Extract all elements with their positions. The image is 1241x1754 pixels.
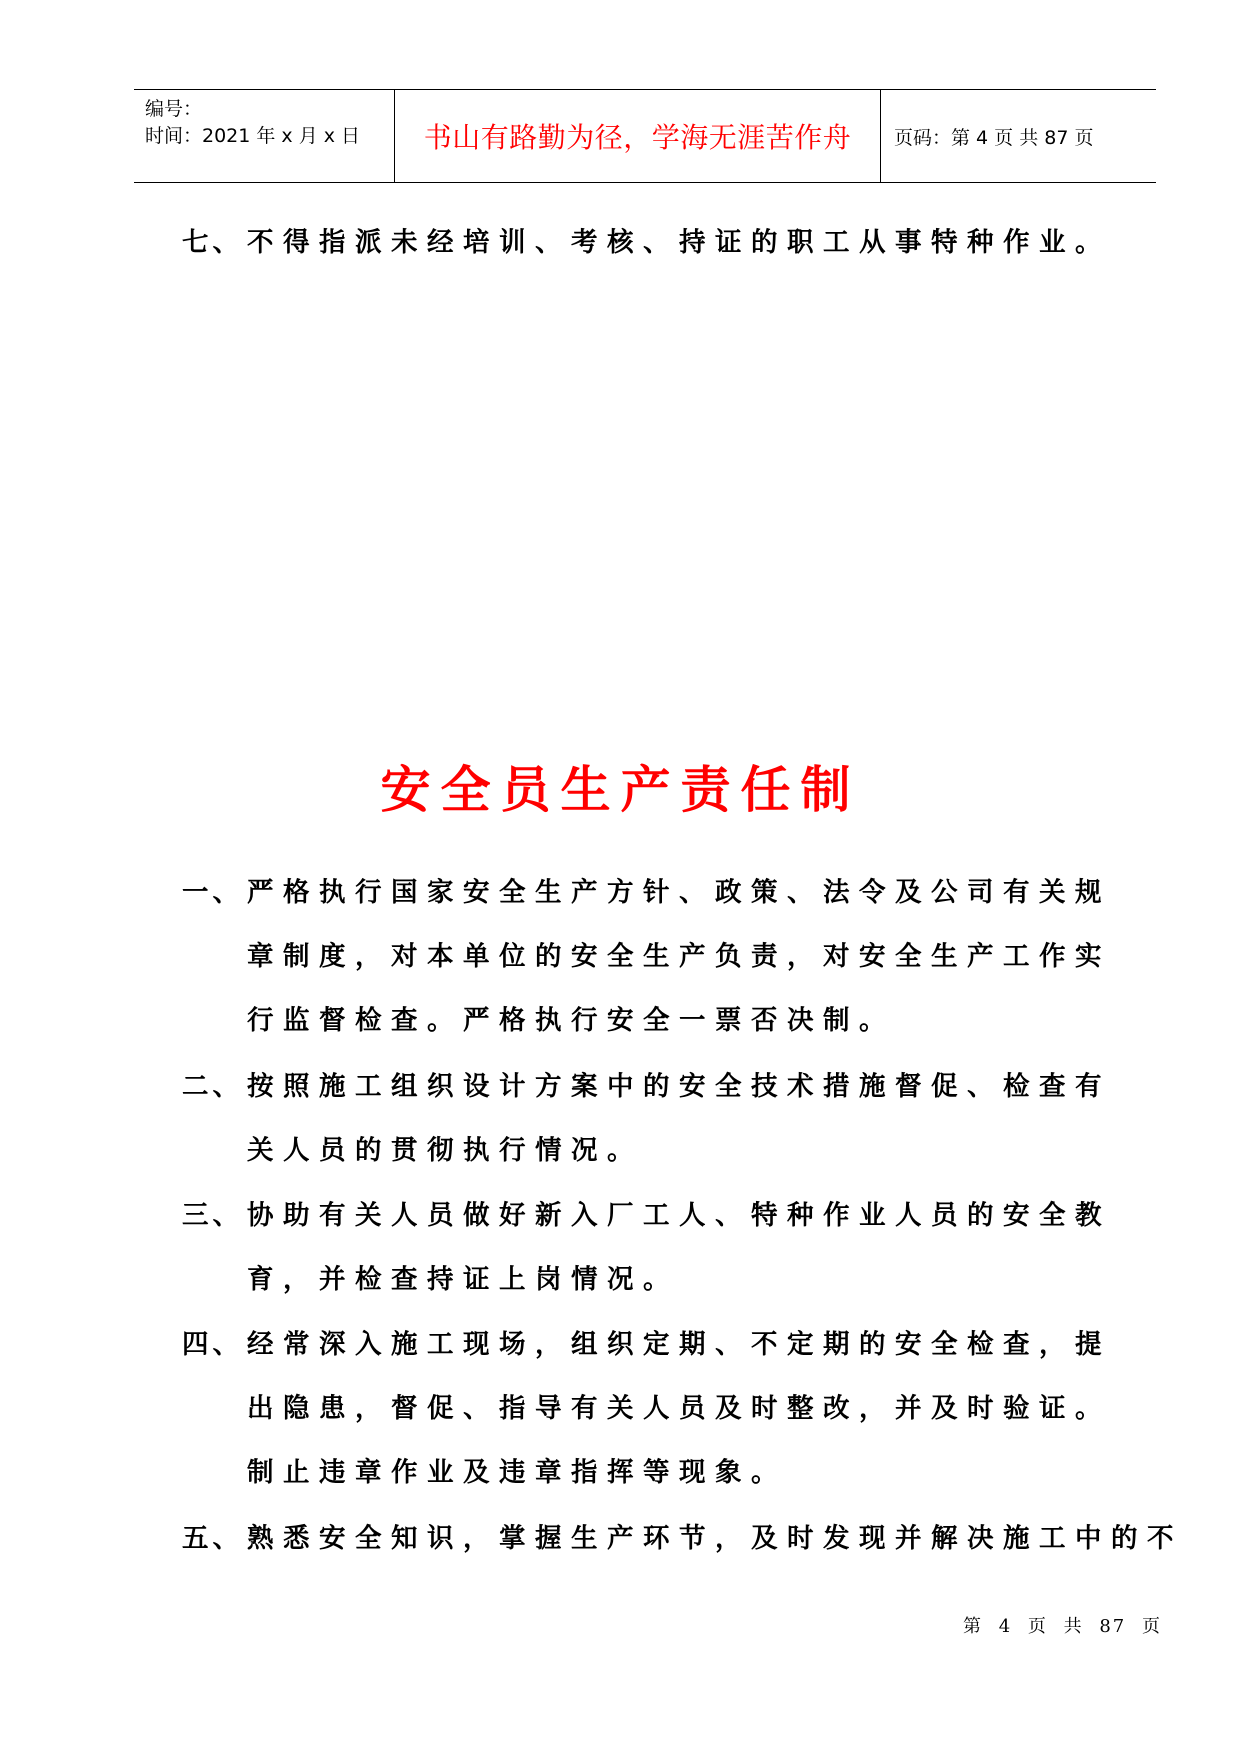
list-item-text: 严格执行国家安全生产方针、政策、法令及公司有关规章制度，对本单位的安全生产负责，对安全生产工作实行监督检查。严格执行安全一票否决制。 [247,877,1111,1036]
header-motto-cell [395,90,881,182]
list-item-text: 经常深入施工现场，组织定期、不定期的安全检查，提出隐患，督促、指导有关人员及时整改，并及时验证。制止违章作业及违章指挥等现象。 [247,1329,1111,1488]
page-footer: 第 4 页 共 87 页 [963,1616,1162,1637]
list-item-number: 七、 [182,227,243,258]
date-label: 时间：2021 年 x 月 x 日 [145,125,361,147]
list-item-number: 五、 [182,1523,243,1554]
list-item-number: 二、 [182,1071,243,1102]
list-item-text: 不得指派未经培训、考核、持证的职工从事特种作业。 [247,227,1111,258]
list-item-number: 三、 [182,1200,243,1231]
section-title: 安全员生产责任制 [380,760,861,819]
document-header [134,89,1156,183]
list-item-text: 按照施工组织设计方案中的安全技术措施督促、检查有关人员的贯彻执行情况。 [247,1071,1111,1166]
header-page-cell [881,90,1156,182]
page-number-label: 页码：第 4 页 共 87 页 [894,126,1094,149]
list-item-text: 协助有关人员做好新入厂工人、特种作业人员的安全教育，并检查持证上岗情况。 [247,1200,1111,1295]
list-item [182,1055,1122,1166]
list-item-number: 一、 [182,877,243,908]
list-item [182,1184,1122,1295]
list-item [182,861,1122,1036]
list-item-text: 熟悉安全知识，掌握生产环节，及时发现并解决施工中的不 [247,1523,1183,1554]
list-item-number: 四、 [182,1329,243,1360]
header-info-cell [134,90,395,182]
list-item [182,211,1122,275]
list-item [182,1313,1122,1488]
motto-text: 书山有路勤为径，学海无涯苦作舟 [423,121,852,154]
serial-number-label: 编号： [145,98,203,120]
list-item [182,1507,1183,1571]
